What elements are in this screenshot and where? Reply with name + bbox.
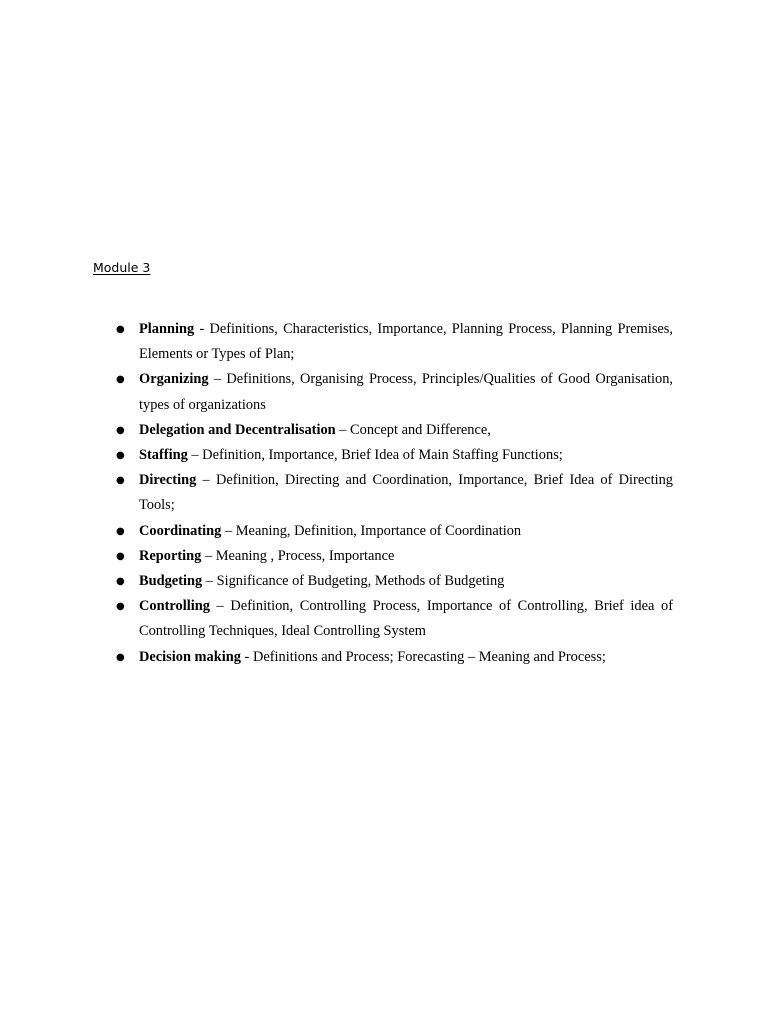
topic-name: Controlling — [139, 598, 210, 615]
list-item — [116, 317, 673, 367]
list-item — [116, 594, 673, 644]
topic-name: Reporting — [139, 547, 202, 564]
bullet-icon: ● — [116, 525, 125, 537]
bullet-icon: ● — [116, 374, 125, 386]
topic-name: Directing — [139, 472, 197, 489]
bullet-icon: ● — [116, 424, 125, 436]
list-item — [116, 645, 673, 670]
list-item — [116, 418, 673, 443]
list-item — [116, 367, 673, 417]
topic-name: Decision making — [139, 648, 241, 665]
topic-description: – Concept and Difference, — [335, 421, 491, 438]
module-heading: Module 3 — [93, 260, 151, 275]
bullet-icon: ● — [116, 450, 125, 462]
list-item — [116, 468, 673, 518]
topic-description: – Meaning , Process, Importance — [201, 547, 395, 564]
topic-name: Staffing — [139, 447, 188, 464]
topic-description: - Definitions and Process; Forecasting – Meaning and Process; — [240, 648, 606, 665]
topic-description: – Definition, Importance, Brief Idea of Main Staffing Functions; — [187, 447, 563, 464]
list-item — [116, 519, 673, 544]
bullet-icon: ● — [116, 651, 125, 663]
list-item — [116, 569, 673, 594]
topic-name: Delegation and Decentralisation — [139, 421, 336, 438]
topic-description: - Definitions, Characteristics, Importance, Planning Process, Planning Premises, Elements or Types of Plan; — [139, 321, 673, 363]
bullet-icon: ● — [116, 576, 125, 588]
topic-name: Budgeting — [139, 573, 203, 590]
topic-name: Coordinating — [139, 522, 222, 539]
bullet-icon: ● — [116, 475, 125, 487]
topic-description: – Definitions, Organising Process, Principles/Qualities of Good Organisation, types of organizations — [139, 371, 673, 413]
list-item — [116, 544, 673, 569]
topic-list — [116, 317, 673, 670]
bullet-icon: ● — [116, 550, 125, 562]
topic-description: – Significance of Budgeting, Methods of Budgeting — [202, 573, 505, 590]
topic-name: Organizing — [139, 371, 209, 388]
list-item — [116, 443, 673, 468]
bullet-icon: ● — [116, 324, 125, 335]
topic-description: – Definition, Controlling Process, Importance of Controlling, Brief idea of Controlling Techniques, Ideal Controlling System — [139, 598, 673, 640]
topic-name: Planning — [139, 321, 195, 337]
topic-description: – Definition, Directing and Coordination, Importance, Brief Idea of Directing Tools; — [139, 472, 673, 514]
topic-description: – Meaning, Definition, Importance of Coordination — [221, 522, 522, 539]
bullet-icon: ● — [116, 601, 125, 613]
